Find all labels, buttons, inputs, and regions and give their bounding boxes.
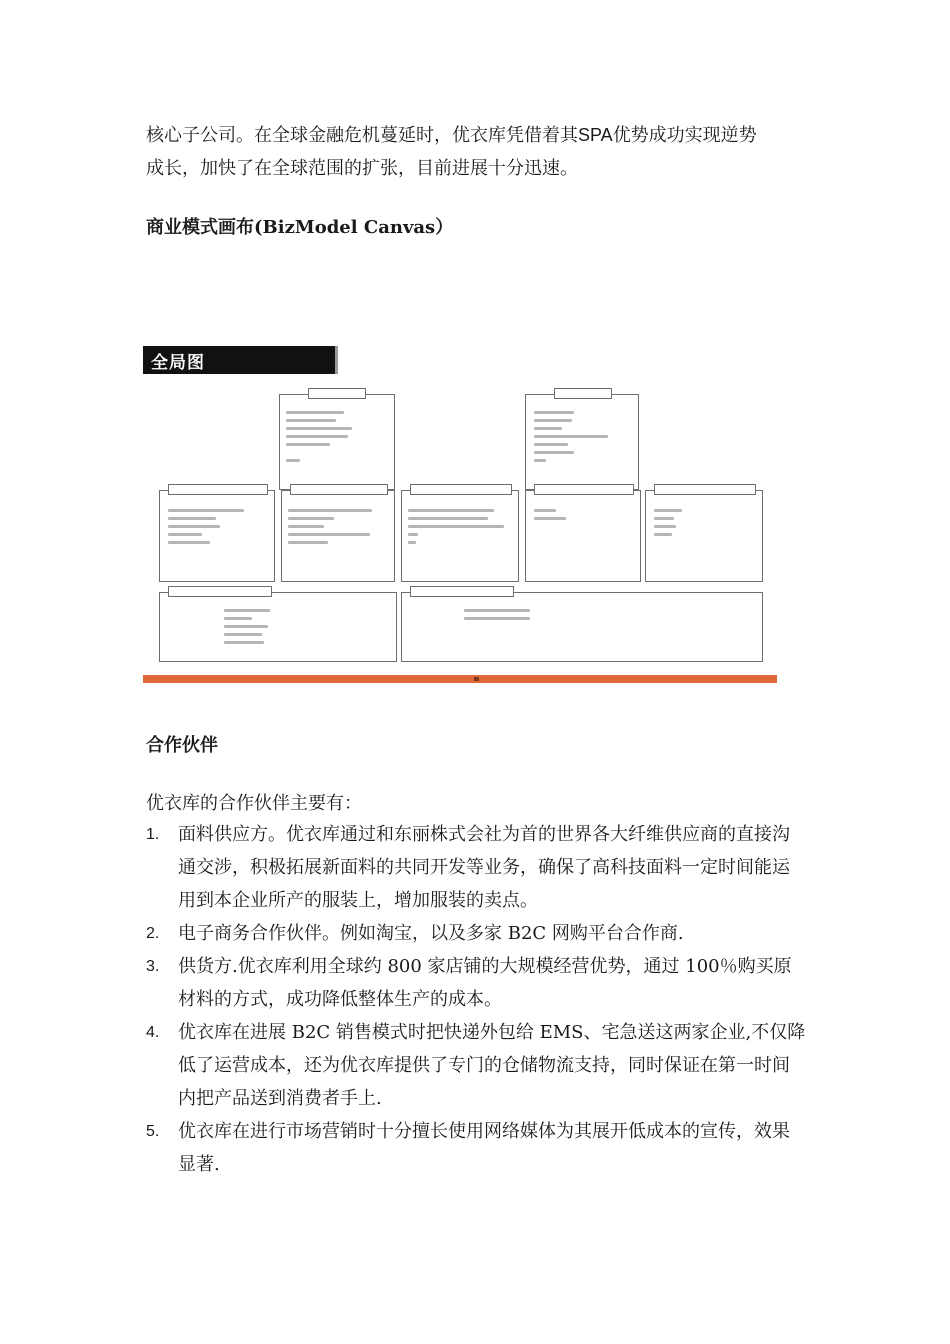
figure-title-bar: [143, 346, 335, 374]
canvas-grid: [143, 382, 777, 672]
list-item-text: 供货方.优衣库利用全球约 800 家店铺的大规模经营优势，通过 100％购买原材料的方式，成功降低整体生产的成本。: [178, 956, 792, 1010]
list-item-text: 优衣库在进行市场营销时十分擅长使用网络媒体为其展开低成本的宣传，效果显著.: [178, 1121, 790, 1175]
canvas-block-cost-structure: [159, 592, 397, 662]
block-header: [308, 388, 366, 399]
block-header: [534, 484, 634, 495]
figure-title: 全局图: [151, 353, 205, 373]
canvas-block-channels: [525, 490, 641, 582]
block-header: [654, 484, 756, 495]
canvas-block-customer-relationships: [401, 490, 519, 582]
canvas-block-key-resources: [525, 394, 639, 490]
list-item: [146, 917, 806, 950]
block-header: [554, 388, 612, 399]
intro-line-1: 核心子公司。在全球金融危机蔓延时，优衣库凭借着其SPA优势成功实现逆势: [146, 125, 757, 146]
partners-list: [146, 818, 806, 1181]
list-item-text: 面料供应方。优衣库通过和东丽株式会社为首的世界各大纤维供应商的直接沟通交涉，积极拓展新面料的共同开发等业务，确保了高科技面料一定时间能运用到本企业所产的服装上，增加服装的卖点。: [178, 824, 790, 911]
block-header: [168, 484, 268, 495]
canvas-block-customer-segments: [645, 490, 763, 582]
list-item: [146, 818, 806, 917]
block-header: [290, 484, 388, 495]
figure-bottom-bar: [143, 675, 777, 683]
business-model-canvas-figure: [143, 346, 777, 686]
list-item-number: 1.: [146, 826, 160, 843]
intro-paragraph: [146, 119, 806, 185]
canvas-block-key-activities: [279, 394, 395, 490]
intro-line-2: 成长，加快了在全球范围的扩张，目前进展十分迅速。: [146, 158, 578, 179]
canvas-heading: 商业模式画布(BizModel Canvas）: [146, 217, 454, 238]
list-item: [146, 1115, 806, 1181]
canvas-block-value-proposition: [281, 490, 395, 582]
list-item-number: 4.: [146, 1024, 160, 1041]
list-item: [146, 1016, 806, 1115]
list-item-number: 3.: [146, 958, 160, 975]
list-item-text: 优衣库在进展 B2C 销售模式时把快递外包给 EMS、宅急送这两家企业,不仅降低了运营成本，还为优衣库提供了专门的仓储物流支持，同时保证在第一时间内把产品送到消费者手上.: [178, 1022, 806, 1109]
block-header: [410, 586, 514, 597]
partners-intro: 优衣库的合作伙伴主要有：: [146, 793, 362, 814]
canvas-block-revenue-streams: [401, 592, 763, 662]
list-item-number: 2.: [146, 925, 160, 942]
canvas-block-key-partners: [159, 490, 275, 582]
figure-bottom-marker: [474, 677, 479, 681]
block-header: [168, 586, 272, 597]
partners-heading: 合作伙伴: [146, 735, 218, 756]
block-header: [410, 484, 512, 495]
list-item-number: 5.: [146, 1123, 160, 1140]
list-item: [146, 950, 806, 1016]
list-item-text: 电子商务合作伙伴。例如淘宝，以及多家 B2C 网购平台合作商.: [178, 923, 684, 944]
